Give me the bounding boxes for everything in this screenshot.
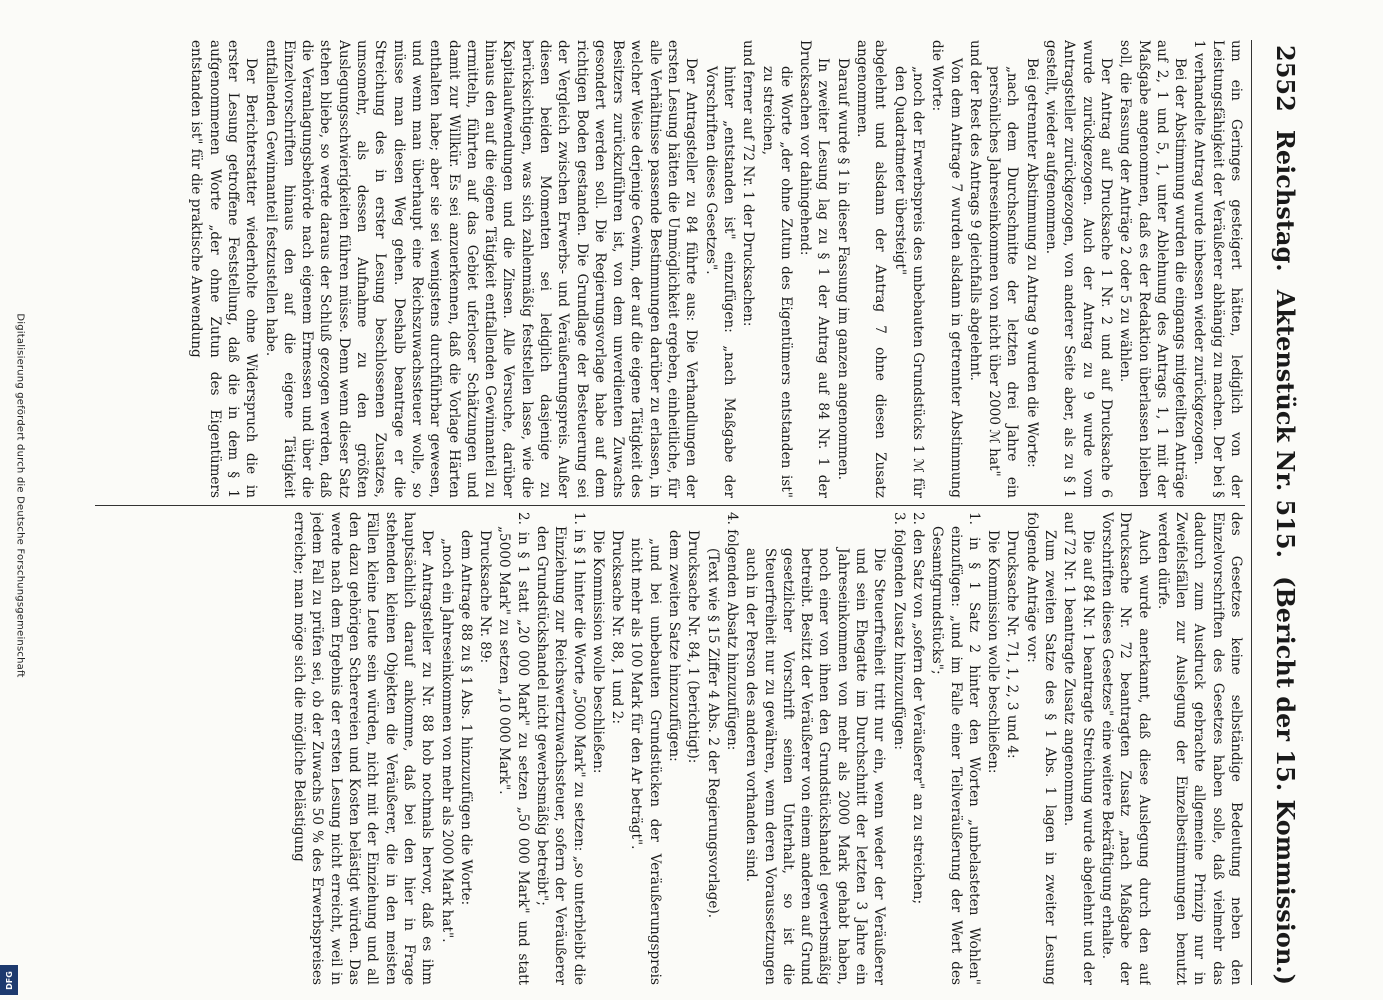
left-column-paragraph: Bei der Abstimmung wurden die eingangs mitgeteilten Anträge auf 2, 1 und 5, 1, unter Ablehnung des Antrags 1, 1 mit der Maßgabe angenommen, daß es der Redaktion überlassen bleiben soll, die Fassung der Anträge 2 oder 5 zu wählen.: [1117, 40, 1189, 498]
right-column-paragraph: Drucksache Nr. 71, 1, 2, 3 und 4:: [1004, 530, 1021, 759]
left-column-paragraph: Von dem Antrage 7 wurden alsdann in getrennter Abstimmung die Worte:: [929, 40, 964, 498]
dfg-logo: DFG: [0, 965, 18, 995]
left-column-paragraph: Der Antrag auf Drucksache 1 Nr. 2 und auf Drucksache 6 wurde zurückgezogen. Auch der Antrag zu 9 wurde vom Antragsteller zurückgezogen, von anderer Seite aber, als zu § 1 gestellt, wieder aufgenommen.: [1043, 40, 1114, 498]
page-number: 2552: [1271, 45, 1300, 112]
column-rule: [95, 505, 1245, 506]
report-title: (Bericht der 15. Kommission.): [1271, 576, 1300, 985]
right-column-paragraph: Die Kommission wolle beschließen:: [985, 530, 1002, 774]
left-column-paragraph: Darauf wurde § 1 in dieser Fassung im ganzen angenommen.: [834, 58, 851, 481]
right-column-paragraph: Die Kommission wolle beschließen:: [589, 530, 606, 774]
right-column-paragraph: dem zweiten Satze hinzuzufügen:: [666, 530, 683, 762]
document-number: Aktenstück Nr. 515.: [1271, 289, 1300, 558]
left-column-paragraph: und der Rest des Antrags 9 gleichfalls abgelehnt.: [966, 40, 983, 381]
right-column-paragraph: 3. folgenden Zusatz hinzuzufügen:: [890, 512, 907, 750]
digitization-note: Digitalisierung gefördert durch die Deutsche Forschungsgemeinschaft: [14, 313, 26, 678]
left-column-paragraph: hinter „entstanden ist" einzufügen: „nach Maßgabe der Vorschriften dieses Gesetzes".: [702, 66, 737, 498]
right-column-paragraph: Der Antragsteller zu Nr. 88 hob nochmals hervor, daß es ihm hauptsächlich darauf ankomme, daß bei den hier in Frage stehenden kleinen Objekten die Veräußerer, die in den meisten Fällen kleine Leute sein würden, nicht mit der Einziehung und all den dazu gehörigen Scherereien und Kosten belästigt würden. Das werde nach dem Ergebnis der ersten Lesung nicht erreicht, weil in jedem Fall zu prüfen sei, ob der Zuwachs 50 % des Erwerbspreises erreiche; man möge sich die mögliche Belästigung: [291, 512, 436, 985]
right-column-paragraph: dem Antrage 88 zu § 1 Abs. 1 hinzuzufügen die Worte:: [457, 530, 474, 906]
right-column-paragraph: „noch ein Jahreseinkommen von mehr als 2000 Mark hat".: [438, 538, 455, 943]
right-column-paragraph: 4. folgenden Absatz hinzuzufügen:: [723, 512, 740, 751]
left-column-paragraph: Der Antragsteller zu 84 führte aus: Die Verhandlungen der ersten Lesung hätten die Unmöglichkeit ergeben, einheitliche, für alle Verhältnisse passende Bestimmungen darüber zu erlassen, in welcher Weise derjenige Gewinn, der auf die eigene Tätigkeit des Besitzers zurückzuführen ist, von dem unverdienten Zuwachs gesondert werden soll. Die Regierungsvorlage habe auf dem richtigen Boden gestanden. Die Grundlage der Besteuerung sei der Vergleich zwischen Erwerbs- und Veräußerungspreis. Außer diesen beiden Momenten sei lediglich dasjenige zu berücksichtigen, was sich zahlenmäßig feststellen lasse, wie die Kapitalaufwendungen und die Zinsen. Alle Versuche, darüber hinaus den auf die eigene Tätigkeit entfallenden Gewinnanteil zu ermitteln, führten auf das Gebiet uferloser Schätzungen und damit zur Willkür. Es sei anzuerkennen, daß die Vorlage Härten enthalten habe; aber sie sei wenigstens durchführbar gewesen, und wenn man überhaupt eine Reichszuwachssteuer wolle, so müsse man diesen Weg gehen. Deshalb beantrage er die Streichung des in erster Lesung beschlossenen Zusatzes, umsomehr, als dessen Aufnahme zu den größten Auslegungsschwierigkeiten führen müsse. Denn wenn dieser Satz stehen bliebe, so werde daraus der Schluß gezogen werden, daß die Veranlagungsbehörde nach eigenem Ermessen und über die Einzelvorschriften hinaus den auf die eigene Tätigkeit entfallenden Gewinnanteil festzustellen habe.: [262, 40, 700, 498]
right-column-paragraph: des Gesetzes keine selbständige Bedeutung neben den Einzelvorschriften des Gesetzes haben solle, daß vielmehr das dadurch zum Ausdruck gebrachte allgemeine Prinzip nur in Zweifelsfällen zur Auslegung der Einzelbestimmungen benutzt werden dürfe.: [1154, 512, 1244, 985]
left-column-paragraph: In zweiter Lesung lag zu § 1 der Antrag auf 84 Nr. 1 der Drucksachen vor dahingehend:: [797, 40, 832, 498]
left-column-paragraph: „noch der Erwerbspreis des unbebauten Grundstücks 1 ℳ für den Quadratmeter übersteigt": [891, 66, 926, 498]
right-column-paragraph: 1. in § 1 Satz 2 hinter den Worten „unbelasteten Wohlen" einzufügen: „und im Falle einer Teilveräußerung der Wert des Gesamtgrundstücks";: [929, 512, 982, 985]
right-column-paragraph: 2. in § 1 statt „20 000 Mark" zu setzen „50 000 Mark" und statt „5000 Mark" zu setzen „10 000 Mark".: [496, 512, 531, 985]
left-column-paragraph: „nach dem Durchschnitte der letzten drei Jahre ein persönliches Jahreseinkommen von nicht über 2000 ℳ hat": [986, 66, 1021, 498]
right-column: [95, 512, 1245, 985]
header-bar: [1255, 45, 1300, 985]
left-column-paragraph: und ferner auf 72 Nr. 1 der Drucksachen:: [740, 40, 757, 327]
right-column-paragraph: Die auf 84 Nr. 1 beantragte Streichung wurde abgelehnt und der auf 72 Nr. 1 beantragte Zusatz angenommen.: [1061, 512, 1096, 985]
right-column-paragraph: „und bei unbebauten Grundstücken der Veräußerungspreis nicht mehr als 100 Mark für den Ar beträgt".: [628, 538, 663, 985]
right-column-paragraph: 1. in § 1 hinter die Worte „5000 Mark" zu setzen: „so unterbleibt die Einziehung zur Reichswertzuwachssteuer, sofern der Veräußerer den Grundstückshandel nicht gewerbsmäßig betreibt";: [534, 512, 587, 985]
left-column-paragraph: Bei getrennter Abstimmung zu Antrag 9 wurden die Worte:: [1023, 58, 1040, 468]
right-column-paragraph: Drucksache Nr. 84, 1 (berichtigt):: [685, 530, 702, 764]
right-column-paragraph: Drucksache Nr. 89:: [477, 530, 494, 664]
right-column-paragraph: Die Steuerfreiheit tritt nur ein, wenn weder der Veräußerer und sein Ehegatte im Durchschnitt der letzten 3 Jahre ein Jahreseinkommen von mehr als 2000 Mark gehabt haben, noch einer von ihnen den Grundstückshandel gewerbsmäßig betreibt. Besitzt der Veräußerer von einem anderen auf Grund gesetzlicher Vorschrift seinen Unterhalt, so ist die Steuerfreiheit nur zu gewähren, wenn deren Voraussetzungen auch in der Person des anderen vorhanden sind.: [743, 548, 888, 985]
publication-title: Reichstag.: [1271, 129, 1300, 272]
right-column-paragraph: Drucksache Nr. 88, 1 und 2:: [609, 530, 626, 725]
left-column-paragraph: abgelehnt und alsdann der Antrag 7 ohne diesen Zusatz angenommen.: [854, 40, 889, 498]
right-column-paragraph: Zum zweiten Satze des § 1 Abs. 1 lagen in zweiter Lesung folgende Anträge vor:: [1023, 512, 1059, 985]
left-column-paragraph: Der Berichterstatter wiederholte ohne Widerspruch die in erster Lesung getroffene Feststellung, daß die in dem § 1 aufgenommenen Worte „der ohne Zutun des Eigentümers entstanden ist" für die praktische Anwendung: [188, 40, 260, 498]
right-column-paragraph: (Text wie § 15 Ziffer 4 Abs. 2 der Regierungsvorlage).: [704, 548, 721, 919]
left-column: [95, 40, 1245, 498]
left-column-paragraph: die Worte „der ohne Zutun des Eigentümers entstanden ist" zu streichen,: [759, 66, 794, 498]
header-underline: [1251, 40, 1252, 985]
right-column-paragraph: Auch wurde anerkannt, daß diese Auslegung durch den auf Drucksache Nr. 72 beantragten Zusatz „nach Maßgabe der Vorschriften dieses Gesetzes" eine weitere Bekräftigung erhalte.: [1098, 512, 1152, 985]
left-column-paragraph: um ein Geringes gesteigert hätten, lediglich von der Leistungsfähigkeit der Veräußerer abhängig zu machen. Der bei § 1 verhandelte Antrag wurde inbessen wieder zurückgezogen.: [1191, 40, 1244, 498]
right-column-paragraph: 2. den Satz von „sofern der Veräußerer" an zu streichen;: [909, 512, 926, 905]
